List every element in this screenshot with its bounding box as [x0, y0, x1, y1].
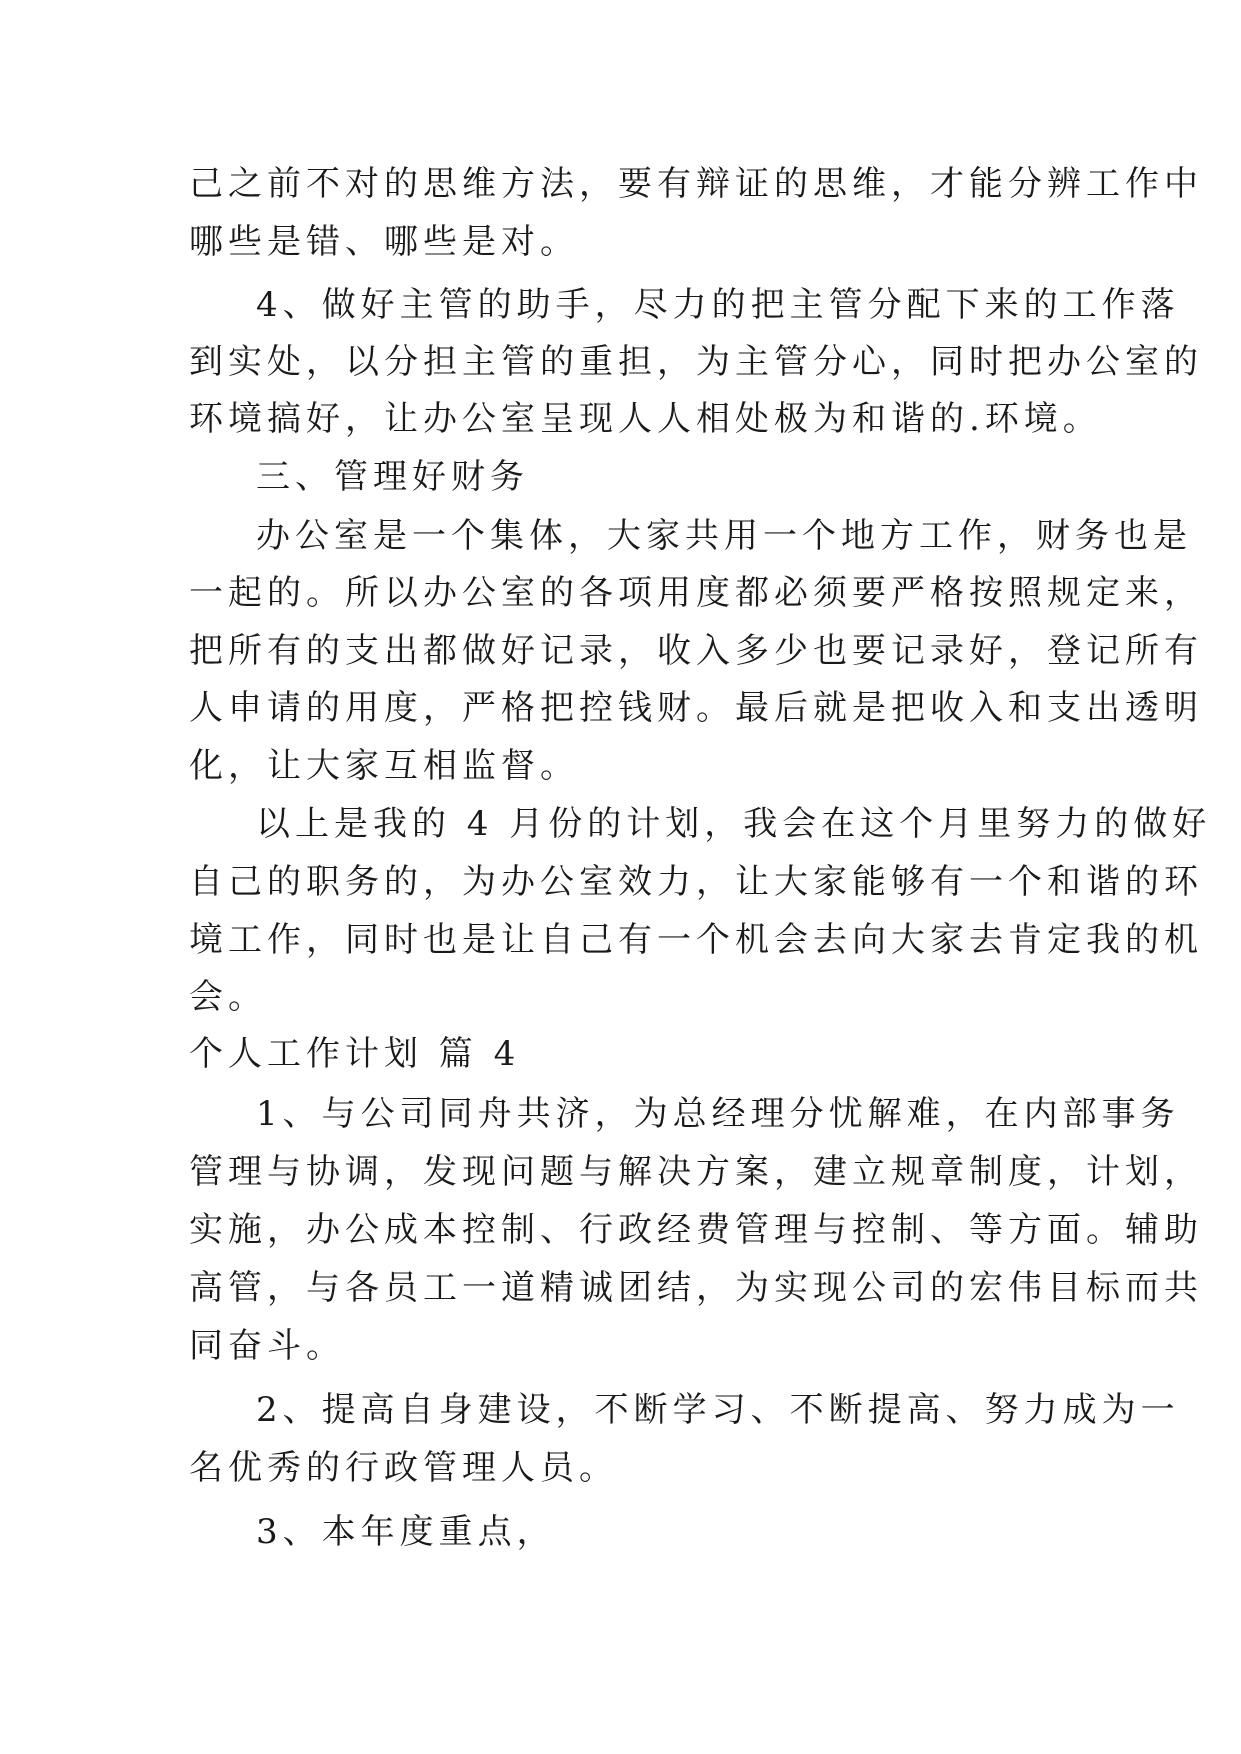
paragraph-line: 同奋斗。 — [189, 1326, 345, 1366]
paragraph-line: 人申请的用度，严格把控钱财。最后就是把收入和支出透明 — [189, 688, 1203, 728]
paragraph-line: 办公室是一个集体，大家共用一个地方工作，财务也是 — [256, 516, 1192, 556]
paragraph-line: 自己的职务的，为办公室效力，让大家能够有一个和谐的环 — [189, 862, 1203, 902]
paragraph-line: 到实处，以分担主管的重担，为主管分心，同时把办公室的 — [189, 342, 1203, 382]
paragraph-line: 哪些是错、哪些是对。 — [189, 222, 579, 262]
paragraph-line: 境工作，同时也是让自己有一个机会去向大家去肯定我的机 — [189, 920, 1203, 960]
paragraph-line: 一起的。所以办公室的各项用度都必须要严格按照规定来， — [189, 573, 1203, 613]
list-item-line: 2、提高自身建设，不断学习、不断提高、努力成为一 — [256, 1390, 1180, 1430]
paragraph-line: 己之前不对的思维方法，要有辩证的思维，才能分辨工作中 — [189, 164, 1203, 204]
paragraph-line: 名优秀的行政管理人员。 — [189, 1448, 618, 1488]
section-title: 个人工作计划 篇 4 — [189, 1034, 521, 1074]
paragraph-line: 化，让大家互相监督。 — [189, 746, 579, 786]
list-item-line: 4、做好主管的助手，尽力的把主管分配下来的工作落 — [256, 285, 1180, 325]
paragraph-line: 环境搞好，让办公室呈现人人相处极为和谐的.环境。 — [189, 399, 1102, 439]
paragraph-line: 会。 — [189, 977, 267, 1017]
paragraph-line: 以上是我的 4 月份的计划，我会在这个月里努力的做好 — [256, 804, 1212, 844]
section-heading: 三、管理好财务 — [256, 457, 529, 497]
list-item-line: 3、本年度重点， — [256, 1512, 556, 1552]
list-item-line: 1、与公司同舟共济，为总经理分忧解难，在内部事务 — [256, 1094, 1180, 1134]
paragraph-line: 把所有的支出都做好记录，收入多少也要记录好，登记所有 — [189, 631, 1203, 671]
paragraph-line: 管理与协调，发现问题与解决方案，建立规章制度，计划， — [189, 1152, 1203, 1192]
paragraph-line: 高管，与各员工一道精诚团结，为实现公司的宏伟目标而共 — [189, 1268, 1203, 1308]
paragraph-line: 实施，办公成本控制、行政经费管理与控制、等方面。辅助 — [189, 1210, 1203, 1250]
